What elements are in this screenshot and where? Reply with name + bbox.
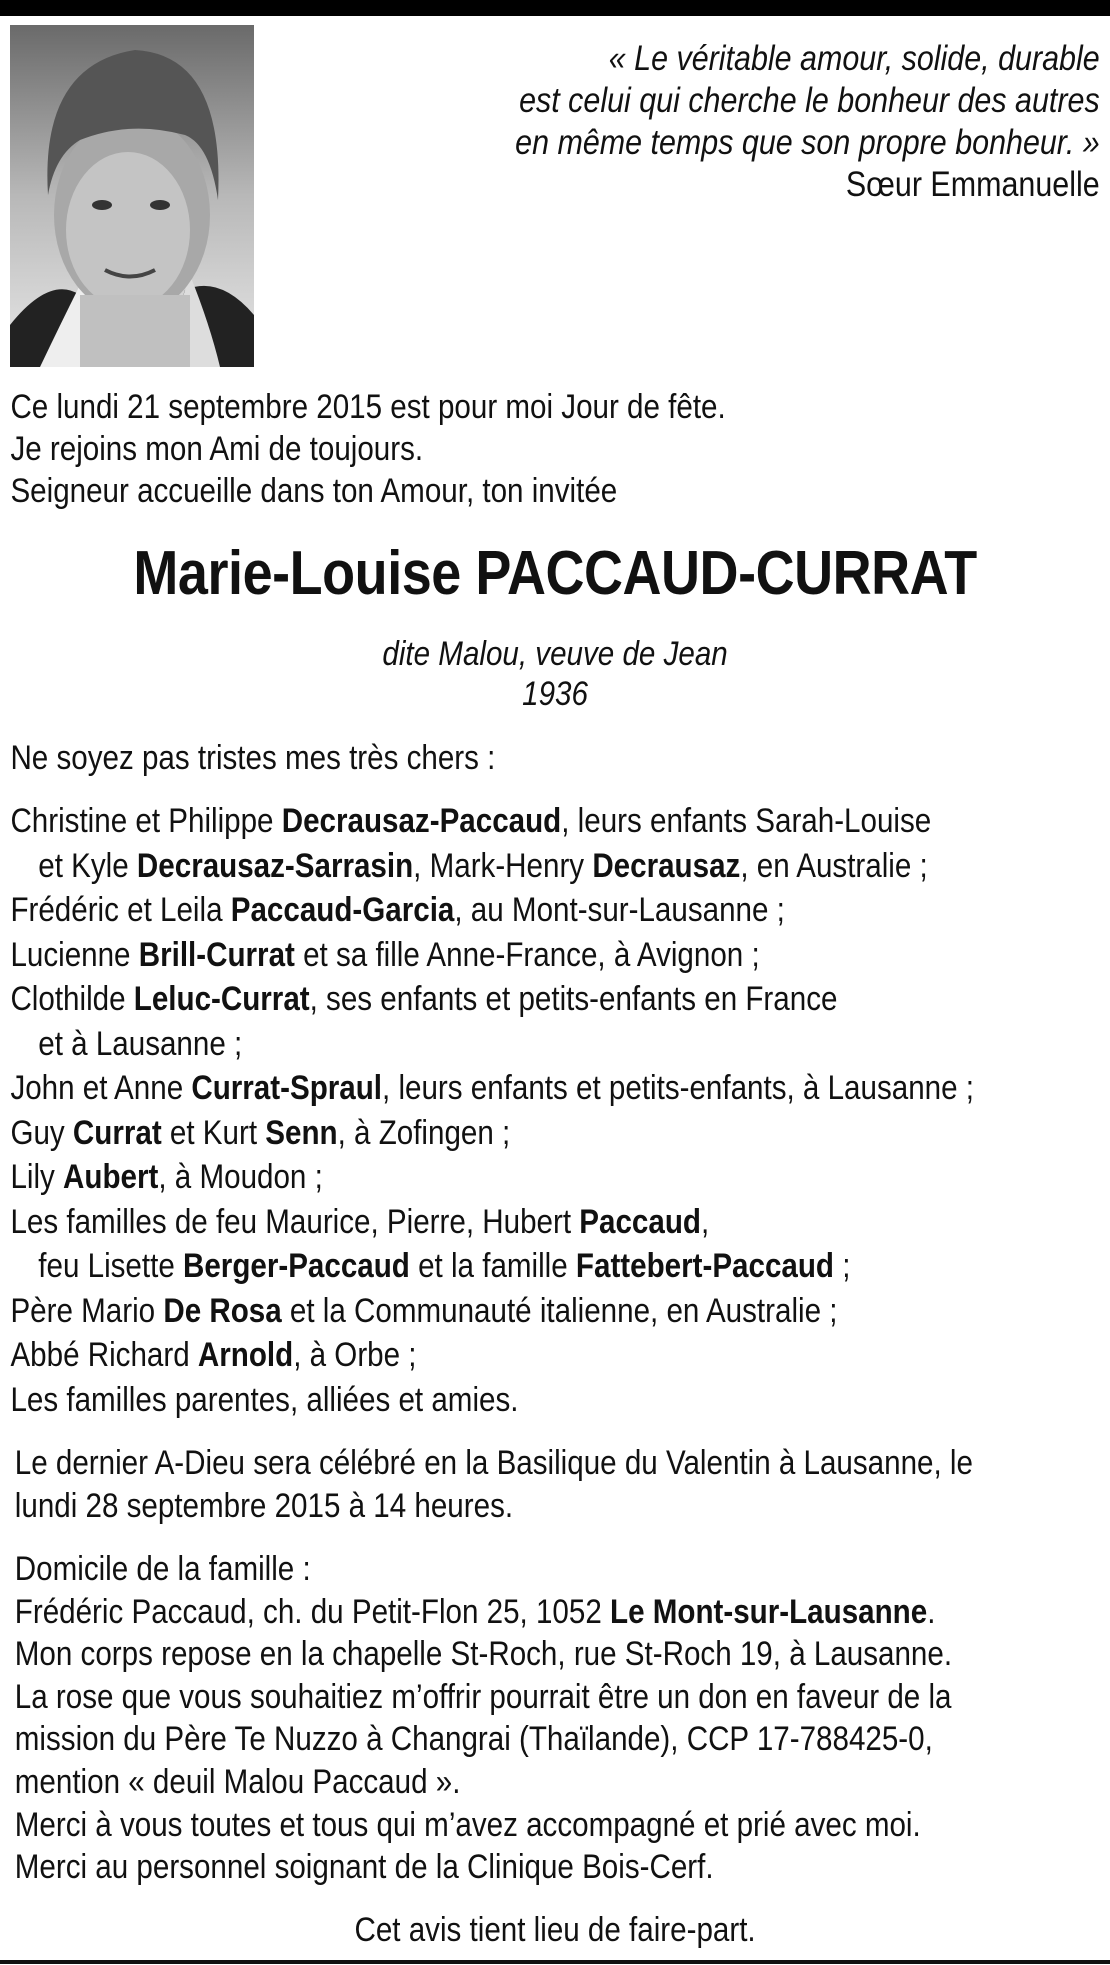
text-segment: , à Zofingen ;	[337, 1113, 511, 1152]
family-name-bold: Paccaud	[579, 1202, 701, 1241]
family-name-bold: Arnold	[197, 1336, 294, 1374]
text-segment: et Kurt	[161, 1113, 266, 1152]
bottom-border	[0, 1960, 1110, 1964]
text-segment: Merci au personnel soignant de la Clinique Bois-Cerf.	[14, 1848, 714, 1887]
text-segment: La rose que vous souhaitiez m’offrir pourrait être un don en faveur de la	[14, 1677, 952, 1716]
family-line	[10, 1066, 1106, 1111]
family-line	[10, 1022, 1106, 1067]
text-segment: Lucienne	[10, 935, 139, 974]
text-segment: mission du Père Te Nuzzo à Changrai (Thaïlande), CCP 17-788425-0,	[14, 1720, 933, 1759]
family-name-bold: Decrausaz	[592, 846, 741, 885]
family-line	[10, 888, 1106, 933]
text-segment: , Mark-Henry	[413, 846, 593, 885]
family-name-bold: Currat	[72, 1113, 162, 1152]
text-segment: Père Mario	[10, 1291, 164, 1330]
family-name-bold: Le Mont-sur-Lausanne	[610, 1592, 928, 1631]
detail-line	[15, 1547, 1110, 1590]
detail-line	[15, 1845, 1110, 1888]
family-line	[10, 844, 1106, 889]
ceremony-line: lundi 28 septembre 2015 à 14 heures.	[14, 1487, 514, 1525]
text-segment: ,	[700, 1202, 710, 1241]
detail-line	[15, 1717, 1110, 1760]
text-segment: Clothilde	[10, 980, 134, 1018]
family-line	[10, 1155, 1106, 1200]
family-intro: Ne soyez pas tristes mes très chers :	[10, 739, 496, 777]
intro	[10, 386, 1106, 512]
family-line	[10, 1200, 1106, 1245]
text-segment: Lily	[10, 1158, 64, 1196]
detail-line	[15, 1590, 1110, 1633]
closing-note: Cet avis tient lieu de faire-part.	[354, 1911, 756, 1949]
family-name-bold: Brill-Currat	[138, 935, 295, 974]
family-name-bold: De Rosa	[163, 1291, 282, 1330]
intro-line: Seigneur accueille dans ton Amour, ton invitée	[10, 472, 618, 510]
family-line	[10, 1333, 1106, 1378]
text-segment: , en Australie ;	[740, 846, 928, 885]
text-segment: et Kyle	[38, 846, 137, 885]
text-segment: Les familles de feu Maurice, Pierre, Hubert	[10, 1202, 580, 1241]
family-name-bold: Aubert	[63, 1158, 159, 1196]
text-segment: Guy	[10, 1113, 73, 1152]
text-segment: , leurs enfants et petits-enfants, à Lausanne ;	[382, 1069, 974, 1107]
detail-line	[15, 1803, 1110, 1846]
family-name-bold: Berger-Paccaud	[182, 1247, 410, 1285]
text-segment: Frédéric et Leila	[10, 891, 231, 929]
family-name-bold: Leluc-Currat	[133, 980, 310, 1018]
text-segment: Mon corps repose en la chapelle St-Roch, rue St-Roch 19, à Lausanne.	[14, 1635, 953, 1674]
quote	[515, 38, 1100, 206]
text-segment: et la famille	[409, 1247, 576, 1285]
birth-year: 1936	[522, 675, 588, 713]
quote-line: est celui qui cherche le bonheur des autres	[519, 81, 1100, 120]
family-name-bold: Decrausaz-Paccaud	[281, 802, 562, 840]
ceremony-line: Le dernier A-Dieu sera célébré en la Basilique du Valentin à Lausanne, le	[14, 1444, 973, 1482]
family-name-bold: Senn	[265, 1113, 338, 1152]
text-segment: Abbé Richard	[10, 1336, 198, 1374]
deceased-name: Marie-Louise PACCAUD-CURRAT	[133, 539, 977, 608]
text-segment: Christine et Philippe	[10, 802, 282, 840]
family-line	[10, 1378, 1106, 1423]
family-list	[10, 799, 1106, 1422]
ceremony	[15, 1442, 1110, 1528]
text-segment: et sa fille Anne-France, à Avignon ;	[294, 935, 760, 974]
text-segment: mention « deuil Malou Paccaud ».	[14, 1762, 461, 1801]
family-line	[10, 977, 1106, 1022]
family-line	[10, 1244, 1106, 1289]
text-segment: , à Orbe ;	[293, 1336, 417, 1374]
detail-line	[15, 1675, 1110, 1718]
quote-line: « Le véritable amour, solide, durable	[608, 39, 1100, 78]
family-line	[10, 799, 1106, 844]
family-name-bold: Currat-Spraul	[191, 1069, 383, 1107]
detail-line	[15, 1760, 1110, 1803]
family-name-bold: Decrausaz-Sarrasin	[136, 846, 414, 885]
text-segment: .	[927, 1592, 936, 1631]
family-name-bold: Paccaud-Garcia	[230, 891, 455, 929]
quote-author: Sœur Emmanuelle	[845, 165, 1100, 204]
text-segment: Merci à vous toutes et tous qui m’avez accompagné et prié avec moi.	[14, 1805, 921, 1844]
text-segment: feu Lisette	[38, 1247, 183, 1285]
family-line	[10, 1289, 1106, 1334]
text-segment: , ses enfants et petits-enfants en France	[309, 980, 838, 1018]
text-segment: John et Anne	[10, 1069, 192, 1107]
details	[15, 1547, 1110, 1888]
intro-line: Je rejoins mon Ami de toujours.	[10, 430, 424, 468]
text-segment: Frédéric Paccaud, ch. du Petit-Flon 25, 1052	[14, 1592, 611, 1631]
subtitle: dite Malou, veuve de Jean	[382, 635, 728, 673]
family-line	[10, 1111, 1106, 1156]
quote-line: en même temps que son propre bonheur. »	[515, 123, 1100, 162]
intro-line: Ce lundi 21 septembre 2015 est pour moi Jour de fête.	[10, 388, 726, 426]
family-line	[10, 933, 1106, 978]
detail-line	[15, 1632, 1110, 1675]
text-segment: Les familles parentes, alliées et amies.	[10, 1380, 519, 1419]
text-segment: et à Lausanne ;	[38, 1024, 243, 1063]
text-segment: Domicile de la famille :	[14, 1550, 311, 1588]
family-name-bold: Fattebert-Paccaud	[575, 1247, 835, 1285]
text-segment: , à Moudon ;	[158, 1158, 323, 1196]
text-segment: ;	[834, 1247, 851, 1285]
text-segment: et la Communauté italienne, en Australie ;	[281, 1291, 838, 1330]
text-segment: , au Mont-sur-Lausanne ;	[454, 891, 785, 929]
text-segment: , leurs enfants Sarah-Louise	[561, 802, 932, 840]
